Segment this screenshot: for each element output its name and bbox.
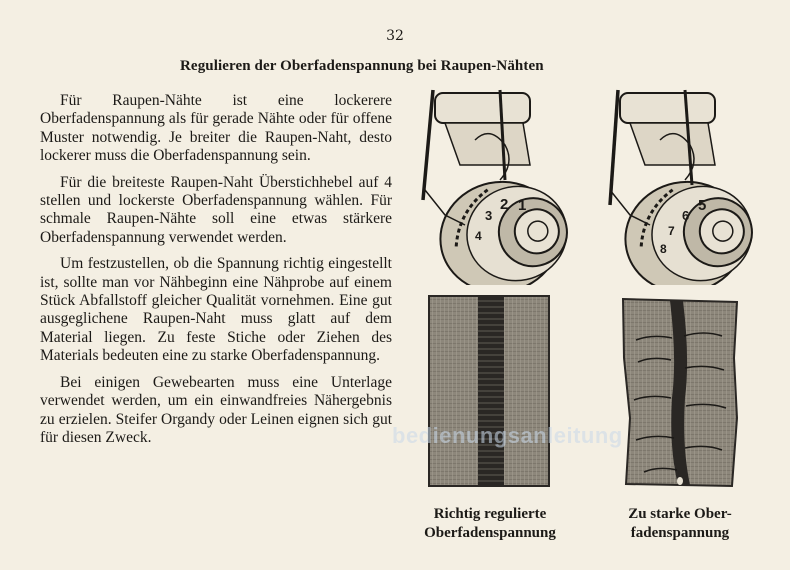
dial-number: 8	[660, 242, 667, 256]
fabric-sample-too-tight	[622, 298, 738, 488]
dial-number: 5	[698, 197, 707, 214]
section-heading: Regulieren der Oberfadenspannung bei Raupen-Nähten	[180, 58, 544, 74]
page-number: 32	[386, 28, 404, 44]
caption-line: Zu starke Ober-	[628, 506, 732, 522]
dial-number: 7	[668, 224, 675, 238]
paragraph-3: Um festzustellen, ob die Spannung richtig eingestellt ist, sollte man vor Nähbeginn eine Nähprobe auf einem Stück Abfallstoff gleicher Qualität vornehmen. Eine gut ausgeglichene Raupen-Naht muss glatt auf dem Material liegen. Zu feste Stiche oder Ziehen des Materials bedeuten eine zu starke Oberfadenspannung.	[40, 255, 392, 365]
paragraph-1: Für Raupen-Nähte ist eine lockerere Oberfadenspannung als für gerade Nähte oder für offene Muster notwendig. Je breiter die Raupen-Naht, desto lockerer muss die Oberfadenspannung sein.	[40, 92, 392, 165]
paragraph-4: Bei einigen Gewebearten muss eine Unterlage verwendet werden, um ein einwandfreies Nähergebnis zu erzielen. Steifer Organdy oder Leinen eignen sich gut für diesen Zweck.	[40, 373, 392, 446]
caption-line: Oberfadenspannung	[424, 525, 556, 541]
watermark: bedienungsanleitung	[392, 423, 623, 448]
body-text	[40, 92, 392, 455]
paragraph-2: Für die breiteste Raupen-Naht Überstichhebel auf 4 stellen und lockerste Oberfadenspannung wählen. Für schmale Raupen-Nähte soll eine etwas stärkere Oberfadenspannung verwendet werden.	[40, 173, 392, 246]
dial-number: 2	[500, 196, 509, 213]
dial-number: 6	[682, 208, 690, 223]
dial-number: 4	[475, 229, 482, 243]
fabric-sample-correct	[428, 295, 550, 487]
dial-number: 1	[518, 197, 527, 214]
caption-too-much-tension	[600, 505, 760, 543]
dial-number: 3	[485, 208, 493, 223]
caption-line: Richtig regulierte	[433, 506, 547, 522]
tension-dial-illustration-left	[405, 85, 580, 285]
tension-dial-illustration-right	[590, 85, 765, 285]
caption-line: fadenspannung	[630, 525, 730, 541]
caption-correct-tension	[410, 505, 570, 543]
